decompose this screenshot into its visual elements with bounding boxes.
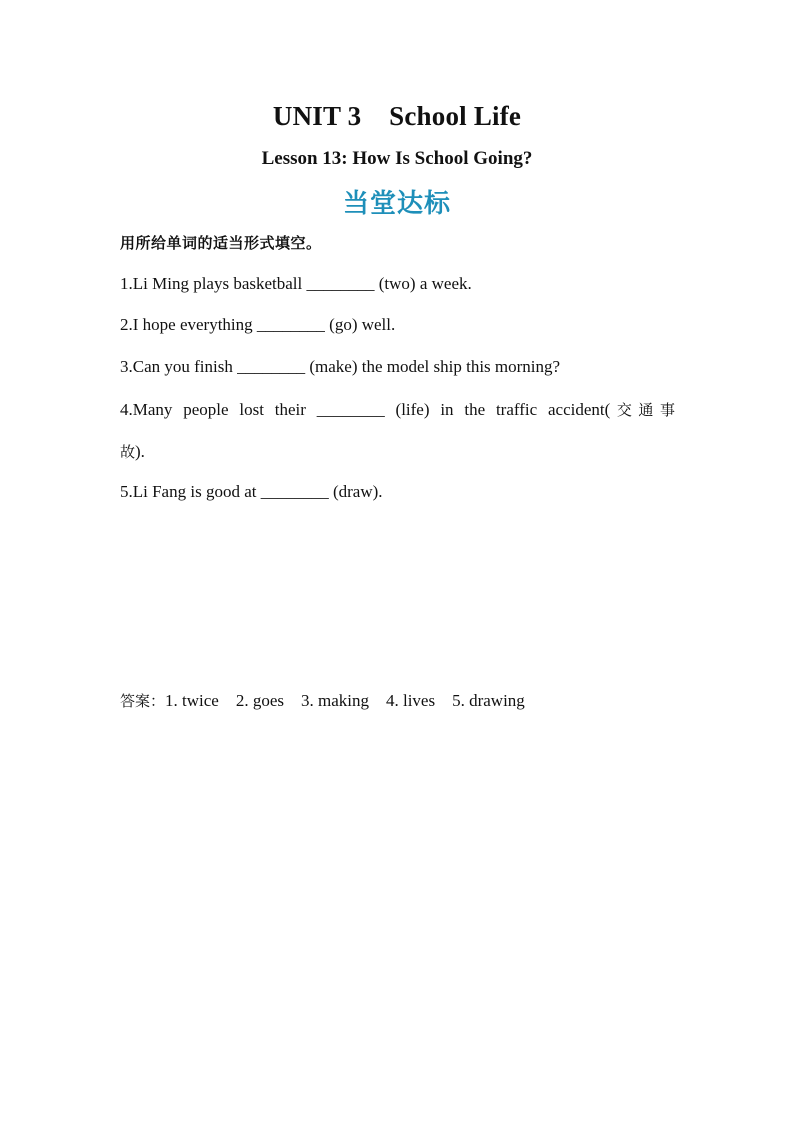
question-4-text: 4.Many people lost their ________ (life) in the traffic accident( — [120, 400, 611, 419]
question-4-cjk-tail: 交通事 — [610, 401, 675, 419]
question-3: 3.Can you finish ________ (make) the model ship this morning? — [120, 357, 561, 376]
section-title: 当堂达标 — [342, 189, 451, 219]
lesson-title: Lesson 13: How Is School Going? — [261, 148, 533, 169]
question-2: 2.I hope everything ________ (go) well. — [120, 315, 396, 334]
exercise-instruction: 用所给单词的适当形式填空。 — [120, 234, 322, 252]
question-4 — [120, 399, 675, 420]
question-1: 1.Li Ming plays basketball ________ (two) a week. — [120, 274, 472, 293]
answer-key — [120, 690, 525, 711]
question-5: 5.Li Fang is good at ________ (draw). — [120, 482, 383, 501]
question-4-continuation — [120, 441, 145, 462]
question-4-cjk-cont: 故 — [120, 443, 136, 461]
unit-title: UNIT 3 School Life — [272, 101, 522, 131]
question-4-end: ). — [135, 442, 145, 461]
answer-key-text: 1. twice 2. goes 3. making 4. lives 5. drawing — [165, 691, 525, 710]
answer-key-label: 答案： — [120, 692, 166, 710]
